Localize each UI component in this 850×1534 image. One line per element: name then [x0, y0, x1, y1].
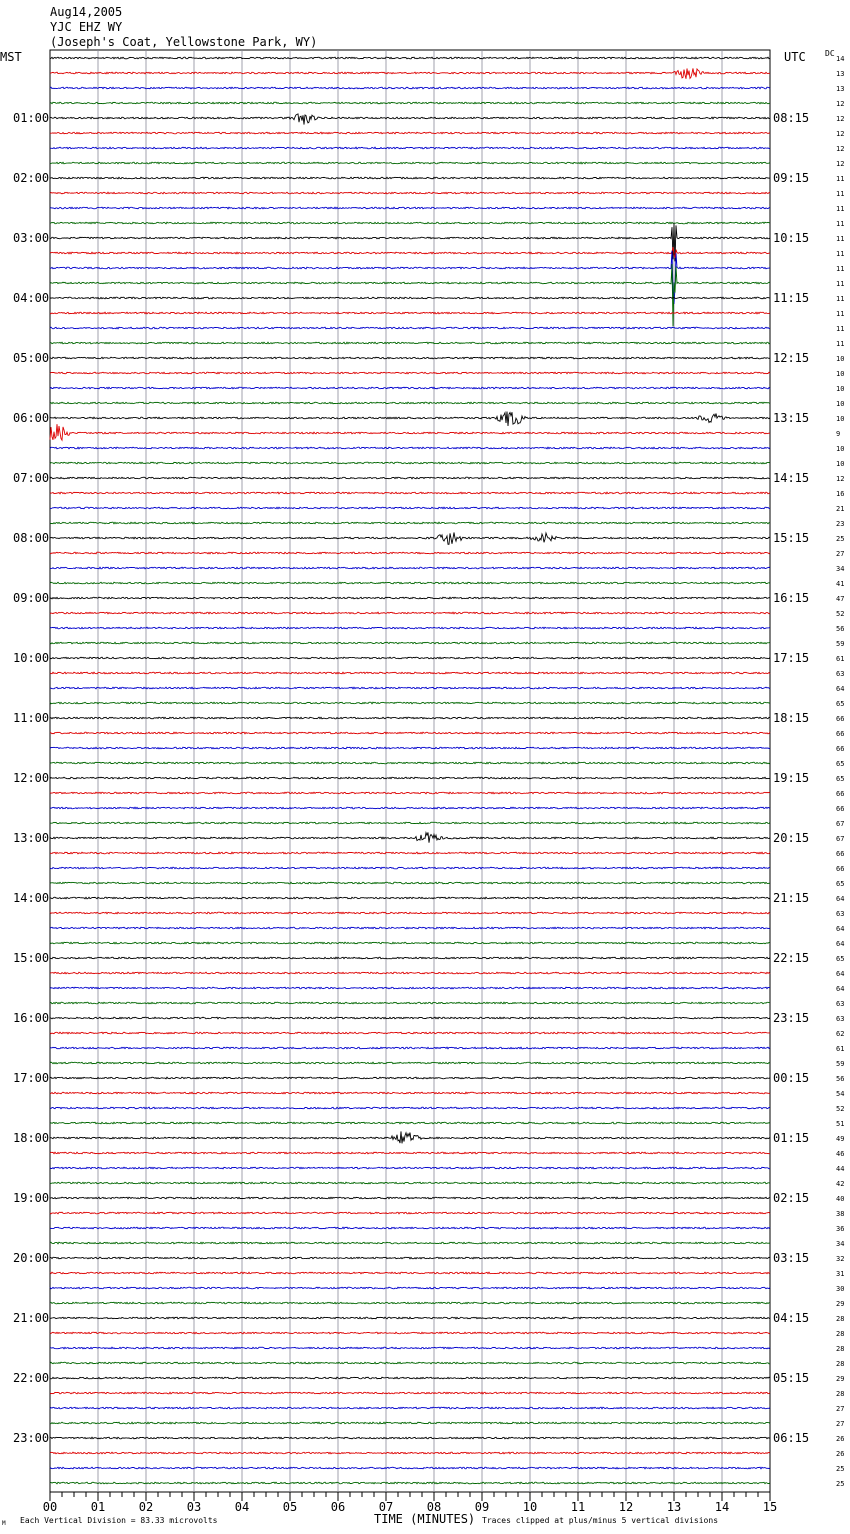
dc-offset-value: 9: [836, 430, 841, 438]
utc-hour-label: 23:15: [773, 1011, 810, 1025]
utc-hour-label: 08:15: [773, 111, 810, 125]
trace-line: [50, 247, 770, 258]
dc-offset-value: 34: [836, 1240, 845, 1248]
mst-hour-label: 09:00: [13, 591, 50, 605]
utc-hour-label: 22:15: [773, 951, 810, 965]
dc-offset-value: 28: [836, 1390, 845, 1398]
trace-line: [50, 264, 770, 326]
trace-line: [50, 87, 770, 89]
mst-hour-label: 03:00: [13, 231, 50, 245]
dc-offset-value: 11: [836, 190, 845, 198]
chart-footer: [2, 1512, 718, 1527]
dc-offset-value: 26: [836, 1435, 845, 1443]
dc-offset-value: 36: [836, 1225, 845, 1233]
dc-offset-value: 64: [836, 685, 845, 693]
dc-offset-value: 29: [836, 1375, 845, 1383]
dc-offset-value: 11: [836, 235, 845, 243]
dc-offset-value: 12: [836, 130, 845, 138]
dc-offset-value: 59: [836, 1060, 845, 1068]
dc-offset-value: 67: [836, 820, 845, 828]
time-tick-label: 11: [570, 1500, 586, 1514]
trace-line: [50, 972, 770, 974]
trace-line: [50, 1422, 770, 1424]
trace-line: [50, 1467, 770, 1469]
trace-line: [50, 927, 770, 929]
dc-offset-value: 12: [836, 115, 845, 123]
trace-line: [50, 1437, 770, 1439]
dc-offset-value: 62: [836, 1030, 845, 1038]
dc-offset-value: 65: [836, 775, 845, 783]
mst-hour-label: 15:00: [13, 951, 50, 965]
trace-line: [50, 372, 770, 374]
dc-offset-value: 64: [836, 985, 845, 993]
dc-offset-value: 63: [836, 1015, 845, 1023]
trace-line: [50, 387, 770, 389]
dc-offset-value: 25: [836, 1465, 845, 1473]
trace-line: [50, 177, 770, 179]
trace-line: [50, 447, 770, 449]
time-tick-label: 14: [714, 1500, 730, 1514]
dc-offset-value: 65: [836, 760, 845, 768]
trace-line: [50, 402, 770, 404]
trace-line: [50, 312, 770, 314]
dc-offset-value: 13: [836, 70, 845, 78]
dc-offset-value: 42: [836, 1180, 845, 1188]
dc-offset-value: 66: [836, 730, 845, 738]
dc-offset-value: 32: [836, 1255, 845, 1263]
dc-offset-value: 31: [836, 1270, 845, 1278]
utc-hour-label: 21:15: [773, 891, 810, 905]
dc-offset-value: 65: [836, 700, 845, 708]
mst-hour-label: 07:00: [13, 471, 50, 485]
trace-line: [50, 102, 770, 104]
dc-offset-value: 11: [836, 205, 845, 213]
trace-line: [50, 207, 770, 209]
dc-offset-value: 11: [836, 310, 845, 318]
trace-line: [50, 1077, 770, 1079]
mst-hour-label: 17:00: [13, 1071, 50, 1085]
time-tick-label: 08: [426, 1500, 442, 1514]
mst-hour-label: 10:00: [13, 651, 50, 665]
trace-line: [50, 1377, 770, 1379]
dc-offset-value: 14: [836, 55, 845, 63]
trace-line: [50, 702, 770, 704]
time-tick-label: 00: [42, 1500, 58, 1514]
dc-offset-value: 11: [836, 175, 845, 183]
dc-offset-value: 52: [836, 610, 845, 618]
utc-hour-label: 12:15: [773, 351, 810, 365]
dc-offset-value: 10: [836, 460, 845, 468]
dc-offset-value: 28: [836, 1315, 845, 1323]
trace-line: [50, 114, 770, 125]
dc-offset-value: 64: [836, 925, 845, 933]
left-timezone-label: MST: [0, 50, 22, 64]
trace-line: [50, 132, 770, 134]
station-location: (Joseph's Coat, Yellowstone Park, WY): [50, 35, 318, 49]
dc-offset-value: 65: [836, 955, 845, 963]
mst-hour-label: 05:00: [13, 351, 50, 365]
trace-line: [50, 1257, 770, 1259]
utc-hour-label: 18:15: [773, 711, 810, 725]
minute-gridlines: [50, 50, 770, 1492]
dc-offset-value: 11: [836, 250, 845, 258]
trace-line: [50, 1302, 770, 1304]
time-tick-label: 06: [330, 1500, 346, 1514]
dc-offset-value: 11: [836, 220, 845, 228]
trace-line: [50, 942, 770, 944]
trace-line: [50, 1317, 770, 1319]
utc-hour-labels: [773, 111, 809, 1445]
dc-offset-value: 16: [836, 490, 845, 498]
dc-offset-value: 61: [836, 655, 845, 663]
dc-offset-value: 10: [836, 370, 845, 378]
corner-mark: M: [2, 1520, 6, 1527]
trace-line: [50, 1482, 770, 1484]
trace-line: [50, 912, 770, 914]
dc-offset-value: 46: [836, 1150, 845, 1158]
plot-frame: [50, 50, 770, 1492]
trace-line: [50, 492, 770, 494]
dc-offset-value: 28: [836, 1330, 845, 1338]
trace-line: [50, 342, 770, 344]
trace-line: [50, 223, 770, 261]
trace-line: [50, 687, 770, 689]
dc-offset-value: 66: [836, 745, 845, 753]
trace-line: [50, 1182, 770, 1184]
dc-offset-value: 23: [836, 520, 845, 528]
utc-hour-label: 16:15: [773, 591, 810, 605]
trace-line: [50, 477, 770, 479]
utc-hour-label: 20:15: [773, 831, 810, 845]
time-tick-label: 12: [618, 1500, 634, 1514]
dc-offset-header: DC: [825, 49, 835, 58]
utc-hour-label: 13:15: [773, 411, 810, 425]
trace-line: [50, 222, 770, 224]
dc-offset-value: 13: [836, 85, 845, 93]
dc-offset-value: 10: [836, 415, 845, 423]
trace-line: [50, 597, 770, 599]
trace-line: [50, 612, 770, 614]
dc-offset-value: 21: [836, 505, 845, 513]
dc-offset-value: 47: [836, 595, 845, 603]
dc-offset-value: 66: [836, 850, 845, 858]
trace-line: [50, 867, 770, 869]
trace-line: [50, 1122, 770, 1124]
dc-offset-value: 66: [836, 790, 845, 798]
trace-line: [50, 68, 770, 78]
trace-line: [50, 192, 770, 194]
trace-line: [50, 832, 770, 842]
trace-line: [50, 147, 770, 149]
time-tick-label: 04: [234, 1500, 250, 1514]
mst-hour-label: 22:00: [13, 1371, 50, 1385]
vertical-scale-note: Each Vertical Division = 83.33 microvolts: [20, 1516, 218, 1525]
trace-line: [50, 522, 770, 524]
mst-hour-label: 20:00: [13, 1251, 50, 1265]
time-tick-label: 01: [90, 1500, 106, 1514]
mst-hour-label: 11:00: [13, 711, 50, 725]
dc-offset-value: 41: [836, 580, 845, 588]
trace-line: [50, 1392, 770, 1394]
trace-line: [50, 533, 770, 545]
dc-offset-value: 66: [836, 805, 845, 813]
dc-offset-value: 56: [836, 625, 845, 633]
time-tick-label: 07: [378, 1500, 394, 1514]
trace-line: [50, 1047, 770, 1049]
dc-offset-value: 27: [836, 1405, 845, 1413]
trace-line: [50, 1242, 770, 1244]
utc-hour-label: 05:15: [773, 1371, 810, 1385]
trace-line: [50, 1197, 770, 1199]
trace-line: [50, 582, 770, 584]
mst-hour-label: 21:00: [13, 1311, 50, 1325]
utc-hour-label: 17:15: [773, 651, 810, 665]
dc-offset-value: 66: [836, 865, 845, 873]
dc-offset-value: 28: [836, 1360, 845, 1368]
trace-line: [50, 882, 770, 884]
dc-offset-value: 66: [836, 715, 845, 723]
trace-line: [50, 1002, 770, 1004]
trace-line: [50, 957, 770, 959]
dc-offset-value: 63: [836, 910, 845, 918]
utc-hour-label: 04:15: [773, 1311, 810, 1325]
time-tick-label: 15: [762, 1500, 778, 1514]
dc-offset-value: 64: [836, 970, 845, 978]
trace-line: [50, 251, 770, 304]
dc-offset-value: 11: [836, 325, 845, 333]
clip-note: Traces clipped at plus/minus 5 vertical divisions: [482, 1516, 719, 1525]
dc-offset-value: 51: [836, 1120, 845, 1128]
trace-line: [50, 1347, 770, 1349]
dc-offset-value: 10: [836, 385, 845, 393]
chart-header: [0, 5, 835, 64]
mst-hour-label: 12:00: [13, 771, 50, 785]
dc-offset-value: 40: [836, 1195, 845, 1203]
chart-date: Aug14,2005: [50, 5, 123, 19]
dc-offset-value: 29: [836, 1300, 845, 1308]
trace-line: [50, 717, 770, 719]
trace-line: [50, 822, 770, 824]
trace-line: [50, 627, 770, 629]
trace-line: [50, 1092, 770, 1094]
trace-line: [50, 567, 770, 569]
trace-line: [50, 732, 770, 734]
dc-offset-value: 44: [836, 1165, 845, 1173]
dc-offset-value: 30: [836, 1285, 845, 1293]
trace-line: [50, 987, 770, 989]
trace-line: [50, 57, 770, 59]
mst-hour-label: 01:00: [13, 111, 50, 125]
seismic-traces: [50, 57, 770, 1484]
dc-offset-value: 54: [836, 1090, 845, 1098]
utc-hour-label: 19:15: [773, 771, 810, 785]
time-tick-label: 03: [186, 1500, 202, 1514]
trace-line: [50, 1107, 770, 1109]
dc-offset-value: 34: [836, 565, 845, 573]
dc-offset-labels: [836, 55, 844, 1488]
dc-offset-value: 56: [836, 1075, 845, 1083]
trace-line: [50, 297, 770, 299]
trace-line: [50, 462, 770, 464]
trace-line: [50, 1227, 770, 1229]
dc-offset-value: 65: [836, 880, 845, 888]
trace-line: [50, 1407, 770, 1409]
mst-hour-label: 13:00: [13, 831, 50, 845]
dc-offset-value: 28: [836, 1345, 845, 1353]
trace-line: [50, 777, 770, 779]
trace-line: [50, 1287, 770, 1289]
dc-offset-value: 63: [836, 1000, 845, 1008]
dc-offset-value: 12: [836, 145, 845, 153]
trace-line: [50, 1212, 770, 1214]
time-tick-label: 10: [522, 1500, 538, 1514]
dc-offset-value: 52: [836, 1105, 845, 1113]
time-tick-label: 13: [666, 1500, 682, 1514]
station-code: YJC EHZ WY: [50, 20, 123, 34]
dc-offset-value: 25: [836, 535, 845, 543]
trace-line: [50, 507, 770, 509]
dc-offset-value: 61: [836, 1045, 845, 1053]
mst-hour-label: 08:00: [13, 531, 50, 545]
trace-line: [50, 1032, 770, 1034]
trace-line: [50, 657, 770, 659]
utc-hour-label: 14:15: [773, 471, 810, 485]
dc-offset-value: 12: [836, 475, 845, 483]
trace-line: [50, 1152, 770, 1154]
utc-hour-label: 11:15: [773, 291, 810, 305]
trace-line: [50, 424, 770, 440]
utc-hour-label: 03:15: [773, 1251, 810, 1265]
dc-offset-value: 26: [836, 1450, 845, 1458]
utc-hour-label: 01:15: [773, 1131, 810, 1145]
utc-hour-label: 10:15: [773, 231, 810, 245]
trace-line: [50, 747, 770, 749]
trace-line: [50, 762, 770, 764]
utc-hour-label: 06:15: [773, 1431, 810, 1445]
mst-hour-label: 02:00: [13, 171, 50, 185]
dc-offset-value: 11: [836, 295, 845, 303]
utc-hour-label: 00:15: [773, 1071, 810, 1085]
dc-offset-value: 10: [836, 445, 845, 453]
mst-hour-label: 16:00: [13, 1011, 50, 1025]
dc-offset-value: 10: [836, 355, 845, 363]
dc-offset-value: 12: [836, 160, 845, 168]
mst-hour-label: 23:00: [13, 1431, 50, 1445]
dc-offset-value: 64: [836, 895, 845, 903]
trace-line: [50, 552, 770, 554]
time-tick-label: 05: [282, 1500, 298, 1514]
trace-line: [50, 357, 770, 359]
trace-line: [50, 1167, 770, 1169]
dc-offset-value: 27: [836, 550, 845, 558]
dc-offset-value: 25: [836, 1480, 845, 1488]
dc-offset-value: 10: [836, 400, 845, 408]
trace-line: [50, 412, 770, 427]
trace-line: [50, 327, 770, 329]
dc-offset-value: 38: [836, 1210, 845, 1218]
utc-hour-label: 09:15: [773, 171, 810, 185]
mst-hour-label: 19:00: [13, 1191, 50, 1205]
mst-hour-label: 06:00: [13, 411, 50, 425]
dc-offset-value: 11: [836, 265, 845, 273]
dc-offset-value: 11: [836, 280, 845, 288]
x-axis-label: TIME (MINUTES): [374, 1512, 476, 1526]
trace-line: [50, 1362, 770, 1364]
trace-line: [50, 642, 770, 644]
right-timezone-label: UTC: [784, 50, 806, 64]
mst-hour-label: 14:00: [13, 891, 50, 905]
dc-offset-value: 27: [836, 1420, 845, 1428]
mst-hour-label: 04:00: [13, 291, 50, 305]
utc-hour-label: 15:15: [773, 531, 810, 545]
trace-line: [50, 897, 770, 899]
trace-line: [50, 162, 770, 164]
trace-line: [50, 1062, 770, 1064]
trace-line: [50, 1017, 770, 1019]
trace-line: [50, 672, 770, 674]
time-axis: [43, 1492, 777, 1514]
dc-offset-value: 64: [836, 940, 845, 948]
dc-offset-value: 67: [836, 835, 845, 843]
time-tick-label: 02: [138, 1500, 154, 1514]
dc-offset-value: 11: [836, 340, 845, 348]
mst-hour-labels: [13, 111, 49, 1445]
trace-line: [50, 1332, 770, 1334]
utc-hour-label: 02:15: [773, 1191, 810, 1205]
trace-line: [50, 1272, 770, 1274]
trace-line: [50, 1131, 770, 1143]
trace-line: [50, 1452, 770, 1454]
trace-line: [50, 792, 770, 794]
mst-hour-label: 18:00: [13, 1131, 50, 1145]
trace-line: [50, 852, 770, 854]
dc-offset-value: 59: [836, 640, 845, 648]
dc-offset-value: 63: [836, 670, 845, 678]
trace-line: [50, 807, 770, 809]
dc-offset-value: 12: [836, 100, 845, 108]
dc-offset-value: 49: [836, 1135, 845, 1143]
time-tick-label: 09: [474, 1500, 490, 1514]
